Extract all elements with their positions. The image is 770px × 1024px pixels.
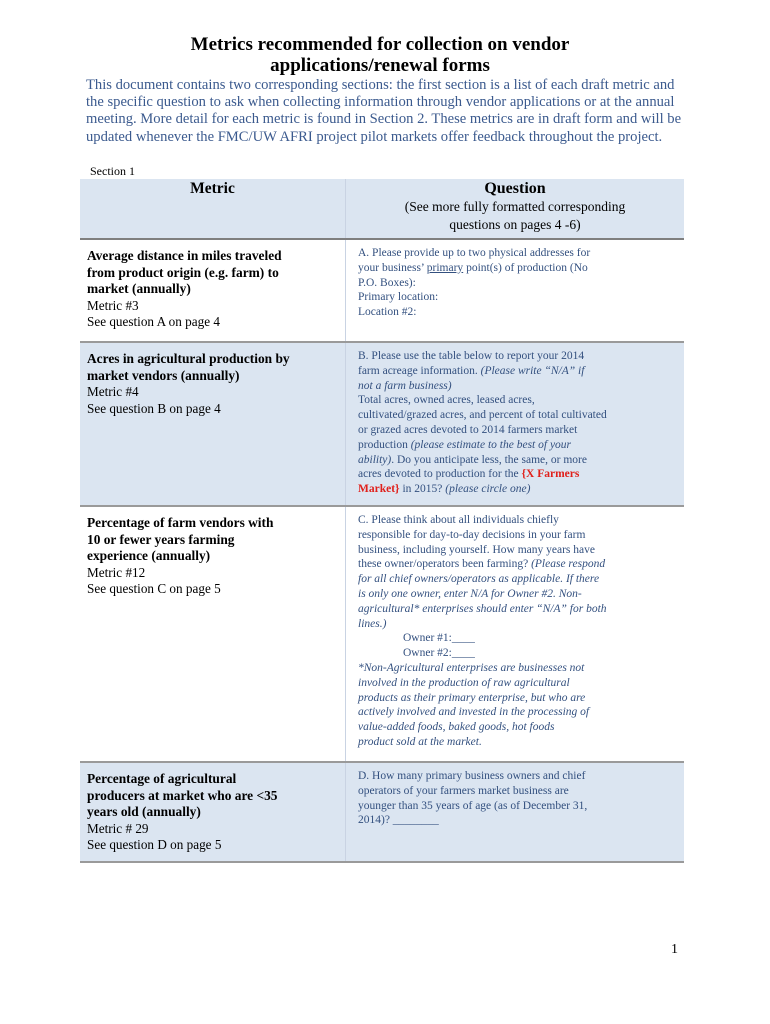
metric-title-line: Average distance in miles traveled [87, 248, 282, 263]
footnote-line: product sold at the market. [358, 735, 482, 748]
question-line: responsible for day-to-day decisions in your farm [358, 528, 586, 541]
question-line: Primary location: [358, 291, 439, 304]
question-line: Total acres, owned acres, leased acres, [358, 394, 535, 407]
section-label: Section 1 [90, 164, 135, 178]
question-line: B. Please use the table below to report your 2014 [358, 350, 585, 362]
metric-header-label: Metric [190, 180, 235, 197]
footnote-line: products as their primary enterprise, but who are [358, 691, 586, 704]
document-title [90, 34, 670, 76]
question-header-sub-2: questions on pages 4 -6) [449, 217, 581, 232]
question-line: Location #2: [358, 306, 417, 319]
owner-1-field: Owner #1:____ [403, 632, 475, 645]
title-line-1: Metrics recommended for collection on vendor [190, 34, 570, 55]
metric-title-line: Percentage of agricultural [87, 771, 237, 786]
metric-number: Metric #12 [87, 564, 146, 580]
metric-title-line: market vendors (annually) [87, 367, 240, 383]
metric-reference: See question A on page 4 [87, 314, 220, 329]
question-line: agricultural* enterprises should enter “N/A” for both [358, 602, 607, 615]
metric-cell [80, 240, 345, 341]
question-line: is only one owner, enter N/A for Owner #2. Non- [358, 587, 582, 600]
question-line: A. Please provide up to two physical addresses for [358, 247, 591, 259]
footnote-line: actively involved and invested in the processing of [358, 706, 590, 719]
question-line: cultivated/grazed acres, and percent of total cultivated [358, 409, 607, 422]
page-number: 1 [671, 942, 678, 957]
metric-title-line: Percentage of farm vendors with [87, 515, 274, 530]
question-line: not a farm business) [358, 379, 452, 392]
question-header-sub-1: (See more fully formatted corresponding [404, 199, 626, 214]
table-header-row [80, 179, 684, 240]
question-cell [345, 763, 684, 861]
metric-number: Metric #4 [87, 384, 139, 399]
metrics-table [80, 179, 684, 863]
question-cell [345, 343, 684, 505]
footnote-line: value-added foods, baked goods, hot foods [358, 721, 555, 734]
metric-header [80, 179, 345, 238]
title-line-2: applications/renewal forms [270, 55, 490, 76]
metric-reference: See question C on page 5 [87, 581, 221, 596]
metric-title-line: years old (annually) [87, 804, 201, 819]
table-row [80, 240, 684, 343]
question-line: Market} in 2015? (please circle one) [358, 483, 531, 496]
metric-title-line: producers at market who are <35 [87, 787, 278, 803]
question-line: younger than 35 years of age (as of December 31, [358, 799, 588, 812]
metric-reference: See question B on page 4 [87, 400, 221, 416]
metric-cell [80, 763, 345, 861]
question-cell [345, 507, 684, 761]
metric-reference: See question D on page 5 [87, 837, 222, 852]
question-line: for all chief owners/operators as applicable. If there [358, 573, 600, 586]
question-header-label: Question [484, 180, 546, 197]
question-line: acres devoted to production for the {X Farmers [358, 468, 580, 481]
question-line: business, including yourself. How many years have [358, 543, 595, 556]
question-line: ability). Do you anticipate less, the same, or more [358, 453, 587, 466]
metric-number: Metric # 29 [87, 820, 149, 836]
table-row [80, 763, 684, 863]
metric-title-line: from product origin (e.g. farm) to [87, 264, 279, 280]
intro-paragraph: This document contains two corresponding sections: the first section is a list of each draft metric and the specific question to ask when collecting information through vendor applications or at the annual meeting. More detail for each metric is found in Section 2. These metrics are in draft form and will be updated whenever the FMC/UW AFRI project pilot markets offer feedback throughout the project. [86, 77, 682, 145]
metric-cell [80, 343, 345, 505]
footnote-line: *Non-Agricultural enterprises are businesses not [358, 661, 585, 674]
question-header [345, 179, 684, 238]
question-line: these owner/operators been farming? (Please respond [358, 558, 606, 571]
footnote-line: involved in the production of raw agricultural [358, 676, 570, 689]
question-cell [345, 240, 684, 341]
question-line: your business’ primary point(s) of production (No [358, 261, 588, 274]
question-line: or grazed acres devoted to 2014 farmers market [358, 423, 578, 436]
question-line: lines.) [358, 617, 387, 630]
metric-title-line: 10 or fewer years farming [87, 531, 235, 547]
table-row [80, 343, 684, 507]
question-line: D. How many primary business owners and chief [358, 770, 586, 782]
question-line: 2014)? ________ [358, 814, 439, 827]
question-line: C. Please think about all individuals chiefly [358, 514, 559, 526]
question-line: operators of your farmers market business are [358, 784, 569, 797]
owner-2-field: Owner #2:____ [403, 647, 475, 660]
metric-title-line: experience (annually) [87, 548, 211, 563]
question-line: production (please estimate to the best of your [358, 438, 572, 451]
question-line: farm acreage information. (Please write “N/A” if [358, 364, 585, 377]
question-line: P.O. Boxes): [358, 276, 416, 289]
table-row [80, 507, 684, 763]
metric-cell [80, 507, 345, 761]
metric-title-line: Acres in agricultural production by [87, 351, 290, 366]
metric-title-line: market (annually) [87, 281, 191, 296]
metric-number: Metric #3 [87, 297, 139, 313]
